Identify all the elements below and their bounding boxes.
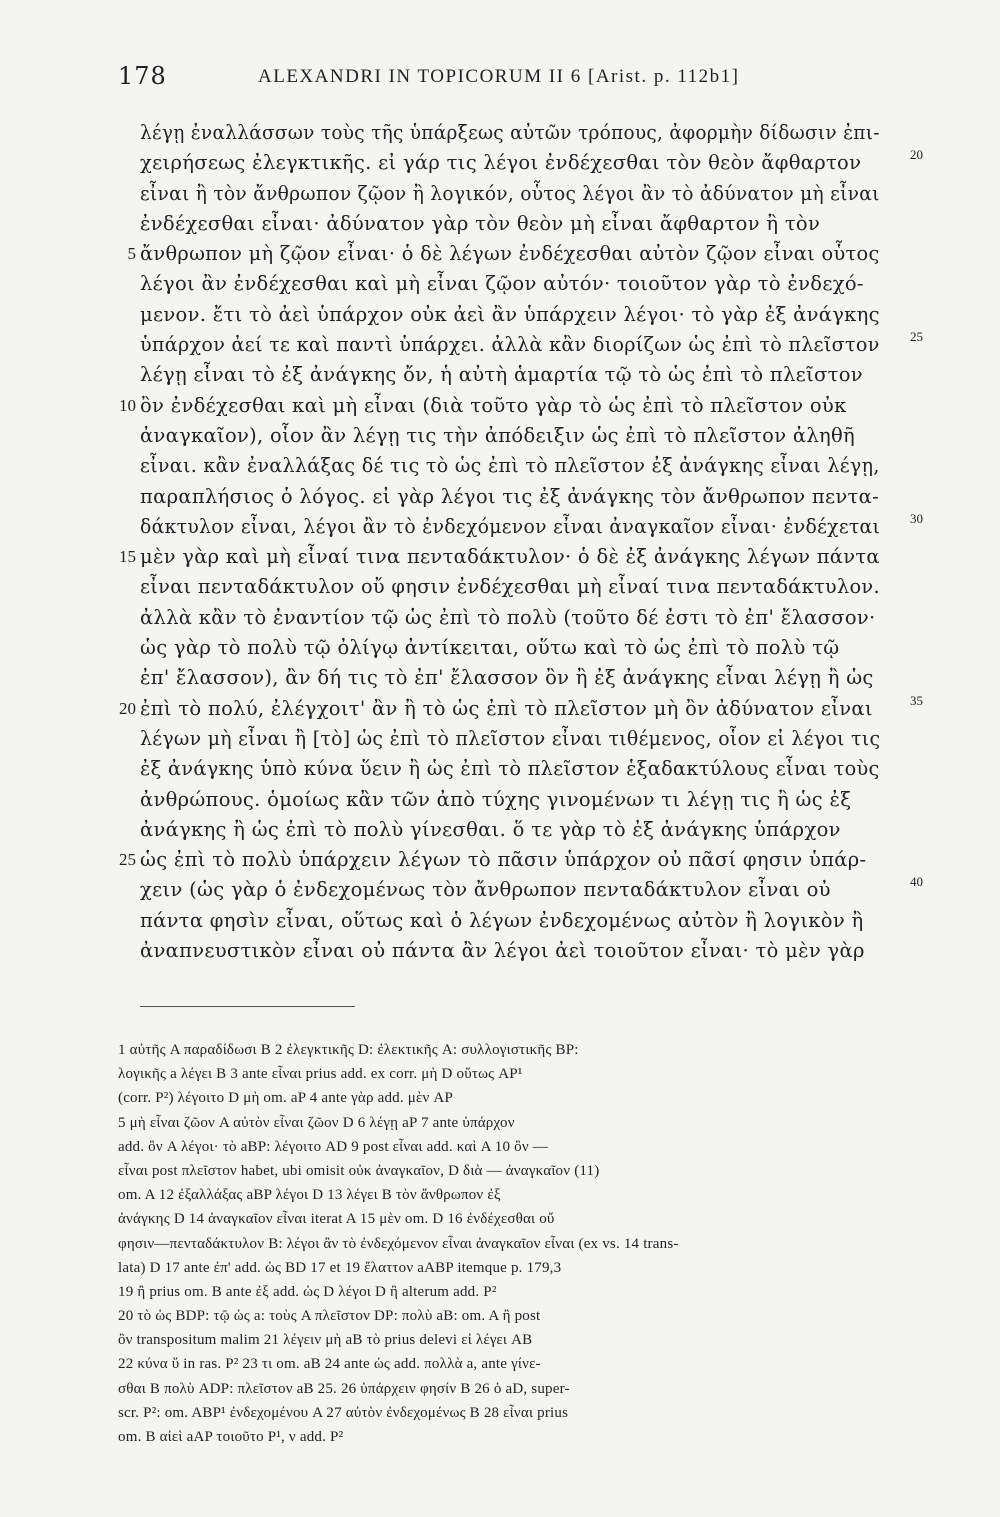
text-line <box>140 329 923 360</box>
line-text: ἄνθρωπον μὴ ζῷον εἶναι· ὁ δὲ λέγων ἐνδέχεσθαι αὐτὸν ζῷον εἶναι οὗτος <box>140 242 880 266</box>
apparatus-line: ὂν transpositum malim 21 λέγειν μὴ aB τὸ prius delevi εἰ λέγει AB <box>118 1332 533 1349</box>
apparatus-line: 5 μὴ εἶναι ζῶον A αὐτὸν εἶναι ζῶον D 6 λέγῃ aP 7 ante ὑπάρχον <box>118 1114 515 1131</box>
line-text: ἀναγκαῖον), οἷον ἂν λέγῃ τις τὴν ἀπόδειξιν ὡς ἐπὶ τὸ πλεῖστον ἀληθῆ <box>140 423 855 447</box>
text-line <box>140 936 900 966</box>
text-line <box>140 633 900 663</box>
text-line <box>140 663 900 693</box>
line-text: ὡς γὰρ τὸ πολὺ τῷ ὀλίγῳ ἀντίκειται, οὕτω καὶ τὸ ὡς ἐπὶ τὸ πολὺ τῷ <box>140 636 840 660</box>
text-line <box>140 300 900 330</box>
margin-reference: 35 <box>910 692 923 708</box>
line-text: μενον. ἔτι τὸ ἀεὶ ὑπάρχον οὐκ ἀεὶ ἂν ὑπάρχειν λέγοι· τὸ γὰρ ἐξ ἀνάγκης <box>140 302 880 326</box>
text-line <box>140 209 900 239</box>
text-line <box>140 147 923 178</box>
text-line <box>140 906 900 936</box>
text-line <box>140 360 900 390</box>
margin-reference: 30 <box>910 510 923 526</box>
text-line <box>140 451 900 481</box>
apparatus-line: φησιν—πενταδάκτυλον B: λέγοι ἂν τὸ ἐνδεχόμενον εἶναι ἀναγκαῖον εἶναι (ex vs. 14 trans- <box>118 1235 679 1252</box>
text-line <box>140 815 900 845</box>
critical-apparatus <box>118 1038 938 1449</box>
text-line <box>140 785 900 815</box>
line-text: εἶναι πενταδάκτυλον οὔ φησιν ἐνδέχεσθαι μὴ εἶναί τινα πενταδάκτυλον. <box>140 575 880 599</box>
apparatus-line: scr. P²: om. ABP¹ ἐνδεχομένου A 27 αὐτὸν ἐνδεχομένως B 28 εἶναι prius <box>118 1404 569 1421</box>
line-text: λέγῃ εἶναι τὸ ἐξ ἀνάγκης ὄν, ἡ αὐτὴ ἁμαρτία τῷ τὸ ὡς ἐπὶ τὸ πλεῖστον <box>140 363 863 387</box>
text-line <box>140 724 900 754</box>
line-text: ἀνθρώπους. ὁμοίως κἂν τῶν ἀπὸ τύχης γινομένων τι λέγῃ τις ἢ ὡς ἐξ <box>140 787 852 811</box>
page-number: 178 <box>118 62 167 90</box>
text-line <box>140 421 900 451</box>
line-text: εἶναι. κἂν ἐναλλάξας δέ τις τὸ ὡς ἐπὶ τὸ πλεῖστον ἐξ ἀνάγκης εἶναι λέγῃ, <box>140 454 880 478</box>
line-text: ὡς ἐπὶ τὸ πολὺ ὑπάρχειν λέγων τὸ πᾶσιν ὑπάρχον οὐ πᾶσί φησιν ὑπάρ- <box>140 848 867 872</box>
apparatus-line: (corr. P²) λέγοιτο D μὴ om. aP 4 ante γὰρ add. μὲν AP <box>118 1090 454 1107</box>
apparatus-line: lata) D 17 ante ἐπ' add. ὡς BD 17 et 19 ἔλαττον aABP itemque p. 179,3 <box>118 1259 562 1276</box>
line-text: ὂν ἐνδέχεσθαι καὶ μὴ εἶναι (διὰ τοῦτο γὰρ τὸ ὡς ἐπὶ τὸ πλεῖστον οὐκ <box>140 393 847 417</box>
text-line <box>140 118 900 148</box>
line-text: λέγῃ ἐναλλάσσων τοὺς τῆς ὑπάρξεως αὐτῶν τρόπους, ἀφορμὴν δίδωσιν ἐπι- <box>140 121 880 144</box>
text-line <box>140 603 900 633</box>
text-line <box>140 874 923 905</box>
apparatus-line: 19 ἢ prius om. B ante ἐξ add. ὡς D λέγοι D ἢ alterum add. P² <box>118 1283 497 1300</box>
main-text <box>119 118 923 966</box>
margin-reference: 20 <box>910 147 923 163</box>
line-text: παραπλήσιος ὁ λόγος. εἰ γὰρ λέγοι τις ἐξ ἀνάγκης τὸν ἄνθρωπον πεντα- <box>140 484 879 508</box>
line-text: λέγων μὴ εἶναι ἢ [τὸ] ὡς ἐπὶ τὸ πλεῖστον εἶναι τιθέμενος, οἷον εἰ λέγοι τις <box>140 726 881 750</box>
line-text: ὑπάρχον ἀεί τε καὶ παντὶ ὑπάρχει. ἀλλὰ κἂν διορίζων ὡς ἐπὶ τὸ πλεῖστον <box>140 333 880 357</box>
line-text: ἐπ' ἔλασσον), ἂν δή τις τὸ ἐπ' ἔλασσον ὂν ἢ ἐξ ἀνάγκης εἶναι λέγῃ ἢ ὡς <box>140 666 874 690</box>
text-line <box>140 482 900 512</box>
apparatus-line: 22 κύνα ὕ in ras. P² 23 τι om. aB 24 ante ὡς add. πολλὰ a, ante γίνε- <box>118 1356 541 1373</box>
text-line <box>119 391 900 421</box>
line-number: 20 <box>119 698 136 718</box>
footnote-rule <box>140 1006 355 1007</box>
apparatus-line: ἀνάγκης D 14 ἀναγκαῖον εἶναι iterat A 15 μὲν om. D 16 ἐνδέχεσθαι οὔ <box>118 1211 555 1228</box>
text-line <box>140 754 900 784</box>
text-line <box>119 692 923 724</box>
line-text: εἶναι ἢ τὸν ἄνθρωπον ζῷον ἢ λογικόν, οὗτος λέγοι ἂν τὸ ἀδύνατον μὴ εἶναι <box>140 181 880 205</box>
text-line <box>140 572 900 602</box>
line-text: ἐξ ἀνάγκης ὑπὸ κύνα ὕειν ἢ ὡς ἐπὶ τὸ πλεῖστον ἑξαδακτύλους εἶναι τοὺς <box>140 757 880 781</box>
line-number: 5 <box>127 244 136 264</box>
line-text: μὲν γὰρ καὶ μὴ εἶναί τινα πενταδάκτυλον· ὁ δὲ ἐξ ἀνάγκης λέγων πάντα <box>140 545 880 569</box>
page-header <box>118 62 878 92</box>
running-head: ALEXANDRI IN TOPICORUM II 6 [Arist. p. 112b1] <box>258 66 740 87</box>
text-line <box>119 542 900 572</box>
apparatus-line: om. A 12 ἐξαλλάξας aBP λέγοι D 13 λέγει B τὸν ἄνθρωπον ἐξ <box>118 1187 501 1204</box>
line-text: λέγοι ἂν ἐνδέχεσθαι καὶ μὴ εἶναι ζῷον αὐτόν· τοιοῦτον γὰρ τὸ ἐνδεχό- <box>140 272 864 296</box>
apparatus-line: σθαι B πολὺ ADP: πλεῖστον aB 25. 26 ὑπάρχειν φησίν B 26 ὁ aD, super- <box>118 1380 570 1397</box>
line-text: πάντα φησὶν εἶναι, οὕτως καὶ ὁ λέγων ἐνδεχομένως αὐτὸν ἢ λογικὸν ἢ <box>140 908 864 932</box>
apparatus-line: 20 τὸ ὡς BDP: τῷ ὡς a: τοὺς A πλεῖστον DP: πολὺ aB: om. A ἢ post <box>118 1308 541 1325</box>
line-text: δάκτυλον εἶναι, λέγοι ἂν τὸ ἐνδεχόμενον εἶναι ἀναγκαῖον εἶναι· ἐνδέχεται <box>140 514 881 538</box>
text-line <box>119 845 900 875</box>
line-text: ἀλλὰ κἂν τὸ ἐναντίον τῷ ὡς ἐπὶ τὸ πολὺ (τοῦτο δέ ἐστι τὸ ἐπ' ἔλασσον· <box>140 605 876 629</box>
apparatus-line: εἶναι post πλεῖστον habet, ubi omisit οὐκ ἀναγκαῖον, D διὰ — ἀναγκαῖον (11) <box>118 1162 600 1179</box>
margin-reference: 40 <box>910 874 923 890</box>
text-line <box>140 269 900 299</box>
line-text: ἐπὶ τὸ πολύ, ἐλέγχοιτ' ἂν ἢ τὸ ὡς ἐπὶ τὸ πλεῖστον μὴ ὂν ἀδύνατον εἶναι <box>140 696 873 720</box>
line-text: ἐνδέχεσθαι εἶναι· ἀδύνατον γὰρ τὸν θεὸν μὴ εἶναι ἄφθαρτον ἢ τὸν <box>140 211 821 235</box>
margin-reference: 25 <box>910 329 923 345</box>
line-number: 10 <box>119 395 136 415</box>
apparatus-line: add. ὂν A λέγοι· τὸ aBP: λέγοιτο AD 9 post εἶναι add. καὶ A 10 ὂν — <box>118 1138 548 1155</box>
line-text: χειν (ὡς γὰρ ὁ ἐνδεχομένως τὸν ἄνθρωπον πενταδάκτυλον εἶναι οὐ <box>140 878 831 902</box>
line-text: ἀνάγκης ἢ ὡς ἐπὶ τὸ πολὺ γίνεσθαι. ὅ τε γὰρ τὸ ἐξ ἀνάγκης ὑπάρχον <box>140 817 841 841</box>
line-text: ἀναπνευστικὸν εἶναι οὐ πάντα ἂν λέγοι ἀεὶ τοιοῦτον εἶναι· τὸ μὲν γὰρ <box>140 939 865 963</box>
text-line <box>140 179 900 209</box>
line-text: χειρήσεως ἐλεγκτικῆς. εἰ γάρ τις λέγοι ἐνδέχεσθαι τὸν θεὸν ἄφθαρτον <box>140 151 862 175</box>
apparatus-line: λογικῆς a λέγει B 3 ante εἶναι prius add. ex corr. μὴ D οὕτως AP¹ <box>118 1066 523 1083</box>
text-line <box>127 239 900 269</box>
apparatus-line: 1 αὐτῆς A παραδίδωσι B 2 ἐλεγκτικῆς D: ἐλεκτικῆς A: συλλογιστικῆς BP: <box>118 1042 579 1058</box>
line-number: 15 <box>119 547 136 567</box>
line-number: 25 <box>119 850 136 870</box>
text-line <box>140 510 923 542</box>
apparatus-line: om. B αἰεὶ aAP τοιοῦτο P¹, ν add. P² <box>118 1429 344 1445</box>
